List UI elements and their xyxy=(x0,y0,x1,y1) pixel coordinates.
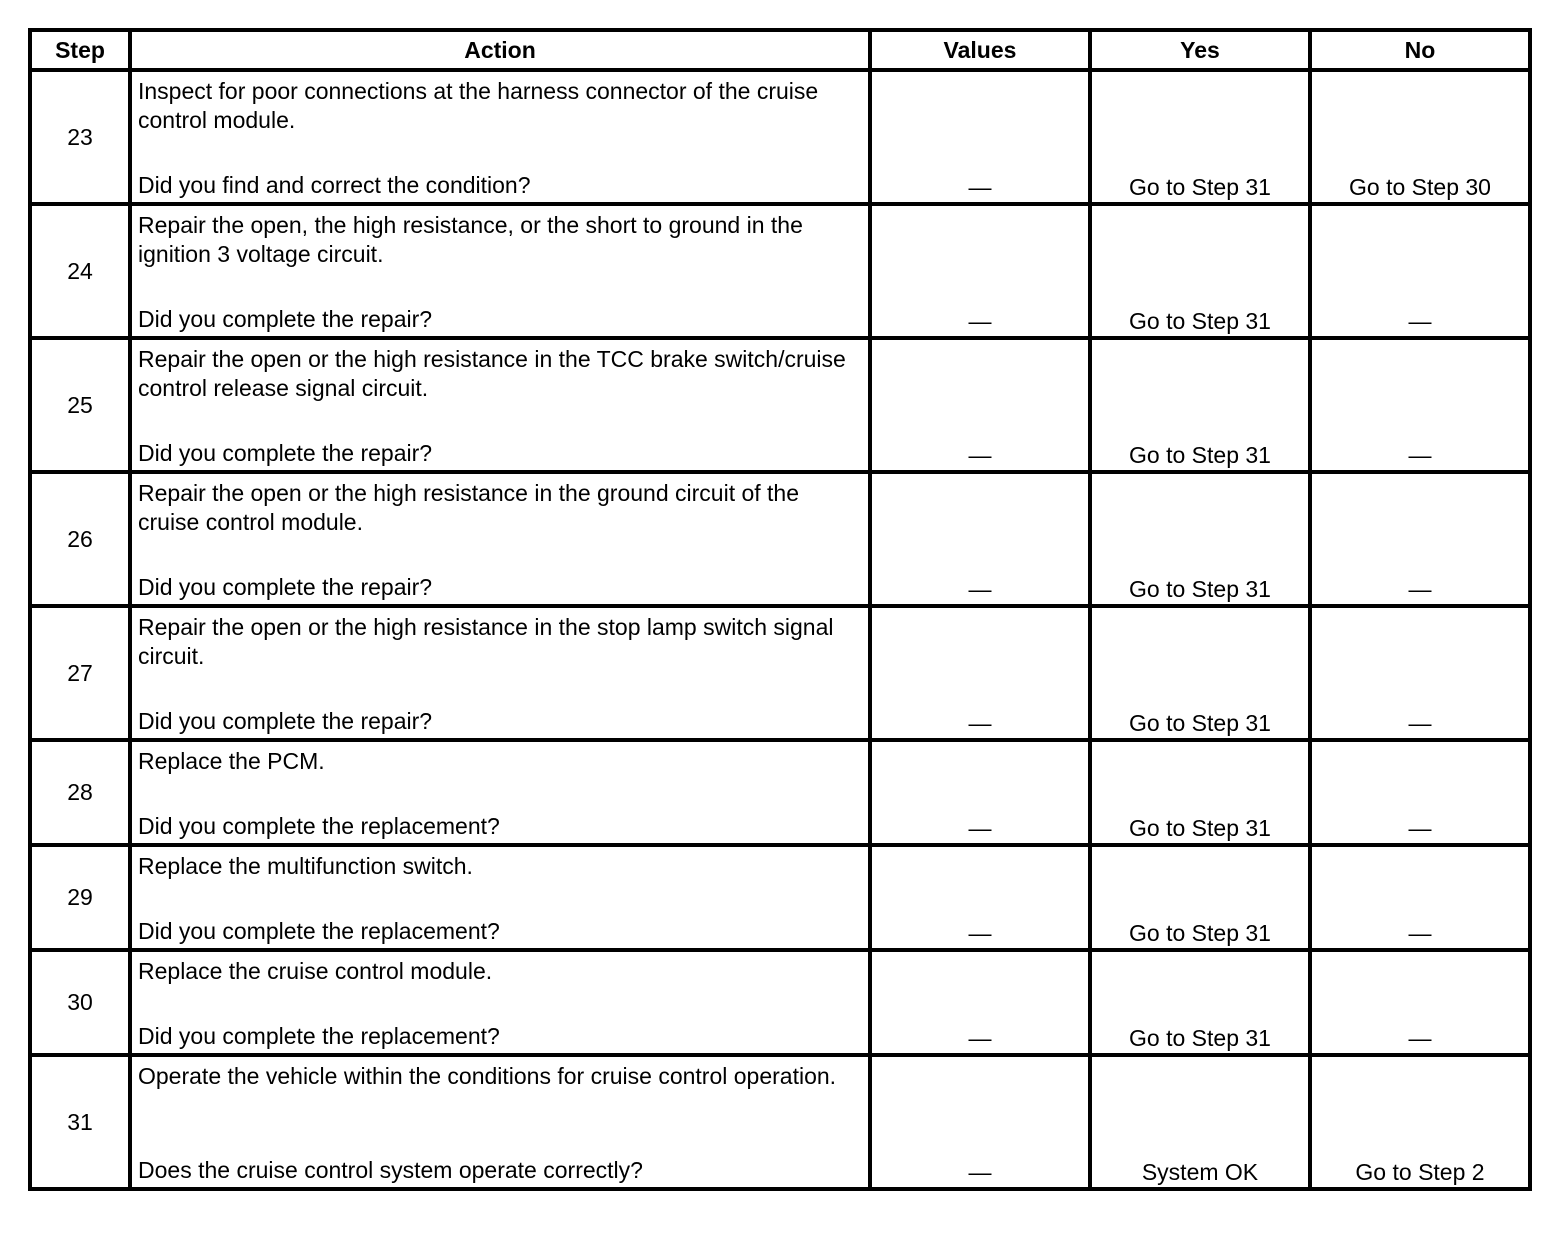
yes-cell: Go to Step 31 xyxy=(1090,70,1310,204)
action-instruction: Repair the open, the high resistance, or the short to ground in the ignition 3 voltage circuit. xyxy=(138,212,803,267)
step-number: 24 xyxy=(30,204,130,338)
header-action: Action xyxy=(130,30,870,70)
values-cell: — xyxy=(870,70,1090,204)
action-question: Did you complete the repair? xyxy=(138,306,433,332)
step-number: 31 xyxy=(30,1055,130,1189)
no-cell: — xyxy=(1310,204,1530,338)
action-instruction: Replace the multifunction switch. xyxy=(138,853,473,879)
yes-cell: Go to Step 31 xyxy=(1090,740,1310,845)
no-cell: — xyxy=(1310,338,1530,472)
values-cell: — xyxy=(870,740,1090,845)
action-cell xyxy=(130,70,870,204)
no-cell: — xyxy=(1310,950,1530,1055)
values-cell: — xyxy=(870,338,1090,472)
table-row xyxy=(30,472,1530,606)
action-instruction: Repair the open or the high resistance in the stop lamp switch signal circuit. xyxy=(138,614,834,669)
action-instruction: Replace the cruise control module. xyxy=(138,958,493,984)
values-cell: — xyxy=(870,845,1090,950)
values-cell: — xyxy=(870,606,1090,740)
table-row xyxy=(30,204,1530,338)
yes-cell: Go to Step 31 xyxy=(1090,204,1310,338)
header-step: Step xyxy=(30,30,130,70)
yes-cell: Go to Step 31 xyxy=(1090,606,1310,740)
action-question: Did you complete the repair? xyxy=(138,574,433,600)
no-cell: — xyxy=(1310,845,1530,950)
action-cell xyxy=(130,740,870,845)
no-cell: Go to Step 2 xyxy=(1310,1055,1530,1189)
no-cell: — xyxy=(1310,740,1530,845)
step-number: 23 xyxy=(30,70,130,204)
action-cell xyxy=(130,472,870,606)
yes-cell: System OK xyxy=(1090,1055,1310,1189)
header-row xyxy=(30,30,1530,70)
step-number: 25 xyxy=(30,338,130,472)
values-cell: — xyxy=(870,472,1090,606)
table-row xyxy=(30,740,1530,845)
action-instruction: Operate the vehicle within the conditions for cruise control operation. xyxy=(138,1063,837,1089)
yes-cell: Go to Step 31 xyxy=(1090,472,1310,606)
values-cell: — xyxy=(870,204,1090,338)
yes-cell: Go to Step 31 xyxy=(1090,845,1310,950)
action-question: Did you find and correct the condition? xyxy=(138,172,531,198)
action-question: Did you complete the repair? xyxy=(138,440,433,466)
table-row xyxy=(30,338,1530,472)
step-number: 30 xyxy=(30,950,130,1055)
action-cell xyxy=(130,204,870,338)
action-instruction: Replace the PCM. xyxy=(138,748,325,774)
action-cell xyxy=(130,606,870,740)
header-no: No xyxy=(1310,30,1530,70)
action-cell xyxy=(130,1055,870,1189)
table-row xyxy=(30,845,1530,950)
action-question: Does the cruise control system operate correctly? xyxy=(138,1157,643,1183)
action-instruction: Inspect for poor connections at the harness connector of the cruise control module. xyxy=(138,78,819,133)
table-row xyxy=(30,70,1530,204)
no-cell: — xyxy=(1310,472,1530,606)
action-question: Did you complete the replacement? xyxy=(138,918,500,944)
values-cell: — xyxy=(870,1055,1090,1189)
yes-cell: Go to Step 31 xyxy=(1090,338,1310,472)
header-values: Values xyxy=(870,30,1090,70)
step-number: 26 xyxy=(30,472,130,606)
diagnostic-table xyxy=(28,28,1532,1191)
action-cell xyxy=(130,950,870,1055)
step-number: 28 xyxy=(30,740,130,845)
yes-cell: Go to Step 31 xyxy=(1090,950,1310,1055)
step-number: 29 xyxy=(30,845,130,950)
values-cell: — xyxy=(870,950,1090,1055)
action-question: Did you complete the repair? xyxy=(138,708,433,734)
action-cell xyxy=(130,845,870,950)
action-cell xyxy=(130,338,870,472)
no-cell: — xyxy=(1310,606,1530,740)
table-row xyxy=(30,606,1530,740)
no-cell: Go to Step 30 xyxy=(1310,70,1530,204)
header-yes: Yes xyxy=(1090,30,1310,70)
step-number: 27 xyxy=(30,606,130,740)
action-question: Did you complete the replacement? xyxy=(138,813,500,839)
action-question: Did you complete the replacement? xyxy=(138,1023,500,1049)
action-instruction: Repair the open or the high resistance in the TCC brake switch/cruise control release signal circuit. xyxy=(138,346,846,401)
table-row xyxy=(30,950,1530,1055)
action-instruction: Repair the open or the high resistance in the ground circuit of the cruise control module. xyxy=(138,480,800,535)
table-row xyxy=(30,1055,1530,1189)
